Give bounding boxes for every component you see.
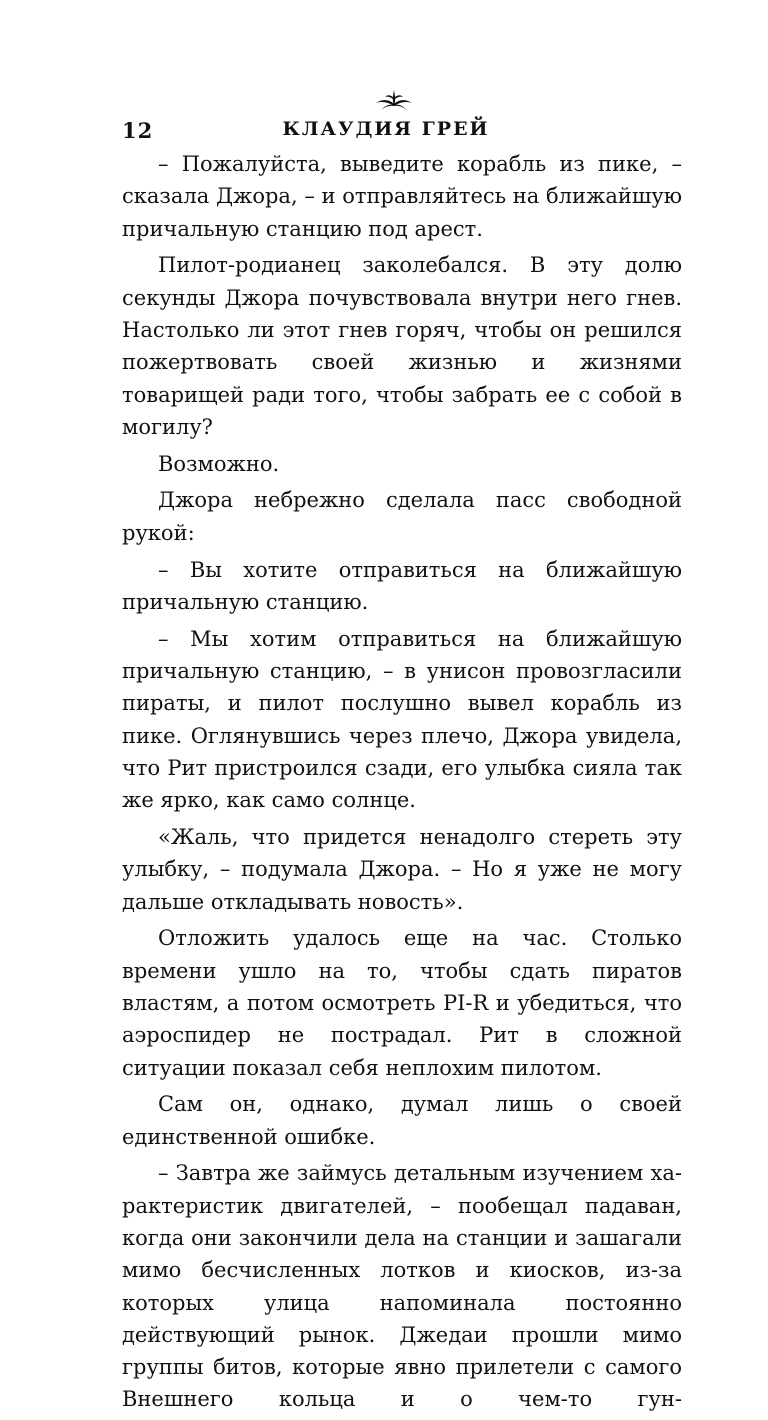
page-number: 12 bbox=[122, 118, 154, 143]
paragraph: Джора небрежно сделала пасс свободной рукой: bbox=[122, 488, 682, 545]
paragraph: – Пожалуйста, выведите корабль из пике, – сказала Джора, – и отправляйтесь на ближайшую причальную станцию под арест. bbox=[122, 152, 682, 241]
paragraph: Сам он, однако, думал лишь о своей единственной ошибке. bbox=[122, 1092, 682, 1149]
leaf-ornament-icon bbox=[374, 86, 414, 114]
paragraph: – Завтра же займусь детальным изучением характеристик двигателей, – пообещал падаван, когда они закончили дела на станции и зашагали мимо бесчисленных лотков и киосков, из-за которых улица напоминала постоянно действующий рынок. Джедаи прошли мимо группы битов, которые явно прилетели с самого Внешнего кольца и о чем-то гун- bbox=[122, 1161, 682, 1412]
body-text bbox=[122, 148, 682, 1420]
paragraph: – Вы хотите отправиться на ближайшую причальную станцию. bbox=[122, 557, 682, 614]
paragraph: Возможно. bbox=[158, 451, 280, 476]
paragraph: Отложить удалось еще на час. Столько времени ушло на то, чтобы сдать пиратов властям, а потом осмотреть PI-R и убедиться, что аэроспидер не пострадал. Рит в сложной ситуации показал себя неплохим пилотом. bbox=[122, 926, 682, 1080]
running-header-author: КЛАУДИЯ ГРЕЙ bbox=[282, 118, 490, 140]
paragraph: Пилот-родианец заколебался. В эту долю секунды Джора почувствовала внутри него гнев. Настолько ли этот гнев горяч, чтобы он решился пожертвовать своей жизнью и жизнями товарищей ради того, чтобы забрать ее с собой в могилу? bbox=[122, 253, 682, 439]
paragraph: – Мы хотим отправиться на ближайшую причальную станцию, – в унисон провозгласили пираты, и пилот послушно вывел корабль из пике. Оглянувшись через плечо, Джора увидела, что Рит пристроился сзади, его улыбка сияла так же ярко, как само солнце. bbox=[122, 626, 682, 813]
paragraph: «Жаль, что придется ненадолго стереть эту улыбку, – подумала Джора. – Но я уже не могу дальше откладывать новость». bbox=[122, 824, 682, 914]
